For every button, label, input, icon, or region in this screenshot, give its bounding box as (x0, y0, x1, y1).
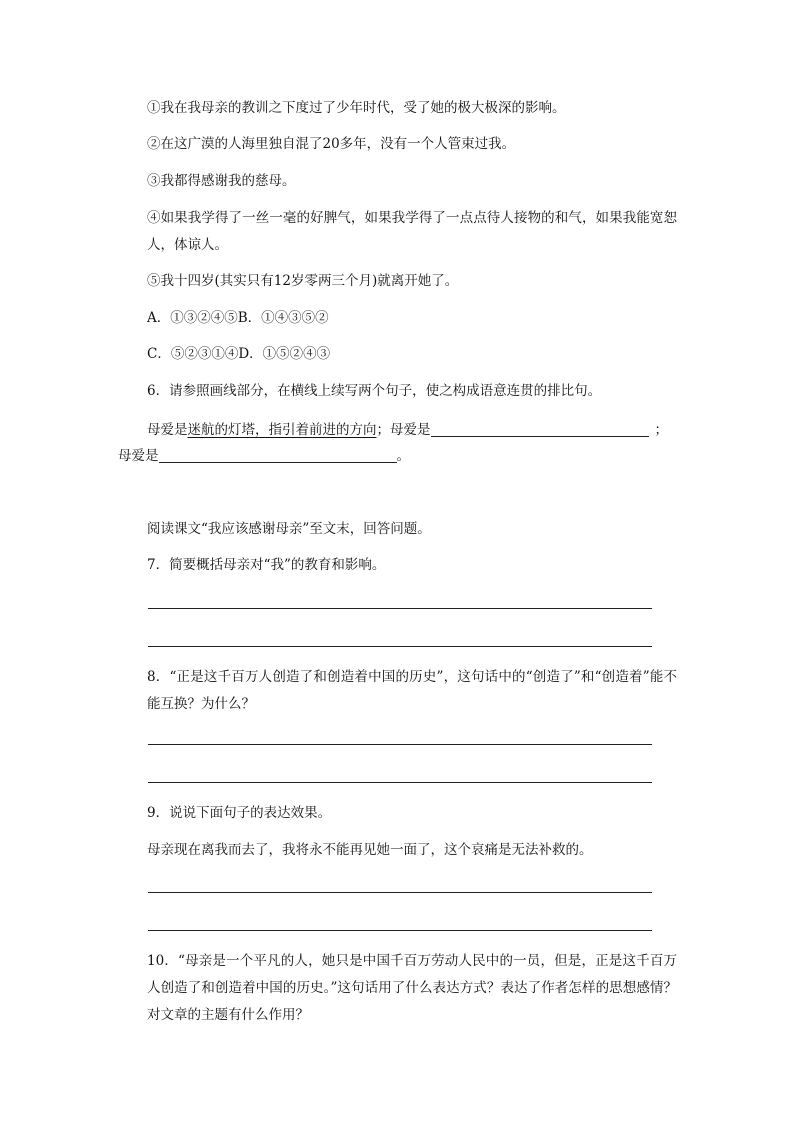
q6-end: 。 (396, 448, 410, 464)
question-9: 9．说说下面句子的表达效果。 (147, 805, 332, 821)
option-ab: A．①③②④⑤B．①④③⑤② (147, 310, 329, 326)
q9-answer-line-2[interactable] (148, 930, 652, 931)
question-8: 8．“正是这千百万人创造了和创造着中国的历史”，这句话中的“创造了”和“创造着”能不能互换？为什么？ (147, 669, 677, 712)
q8-answer-line-2[interactable] (148, 782, 652, 783)
question-6: 6．请参照画线部分，在横线上续写两个句子，使之构成语意连贯的排比句。 (147, 383, 602, 399)
item-5: ⑤我十四岁(其实只有12岁零两三个月)就离开她了。 (147, 273, 459, 289)
q8-answer-line-1[interactable] (148, 744, 652, 745)
question-10: 10．“母亲是一个平凡的人，她只是中国千百万劳动人民中的一员，但是，正是这千百万人创造了和创造着中国的历史。”这句话用了什么表达方式？表达了作者怎样的思想感情？对文章的主题有什么作用？ (147, 953, 677, 1023)
q9-sentence: 母亲现在离我而去了，我将永不能再见她一面了，这个哀痛是无法补救的。 (147, 842, 593, 858)
q6-mid: ；母爱是 (376, 422, 431, 438)
q6-answer-blank-1[interactable] (431, 422, 649, 437)
q9-answer-line-1[interactable] (148, 892, 652, 893)
q6-prefix-2: 母爱是 (118, 448, 159, 464)
q7-answer-line-1[interactable] (148, 608, 652, 609)
question-7: 7．简要概括母亲对“我”的教育和影响。 (147, 557, 386, 573)
item-3: ③我都得感谢我的慈母。 (147, 173, 296, 189)
q6-underlined-example: 迷航的灯塔，指引着前进的方向 (187, 422, 377, 438)
item-4-text: ④如果我学得了一丝一毫的好脾气，如果我学得了一点点待人接物的和气，如果我能宽恕人，体谅人。 (147, 210, 677, 253)
item-1: ①我在我母亲的教训之下度过了少年时代，受了她的极大极深的影响。 (147, 100, 566, 116)
item-4 (147, 205, 677, 259)
item-2: ②在这广漠的人海里独自混了20多年，没有一个人管束过我。 (147, 136, 516, 152)
reading-intro: 阅读课文“我应该感谢母亲”至文末，回答问题。 (147, 521, 431, 537)
q7-answer-line-2[interactable] (148, 646, 652, 647)
q6-semicolon: ； (654, 422, 668, 438)
q6-line-1 (147, 417, 677, 444)
q6-prefix-1: 母爱是 (147, 422, 188, 438)
option-cd: C．⑤②③①④D．①⑤②④③ (147, 346, 331, 362)
q6-answer-blank-2[interactable] (159, 448, 397, 463)
q6-line-2 (118, 443, 648, 470)
